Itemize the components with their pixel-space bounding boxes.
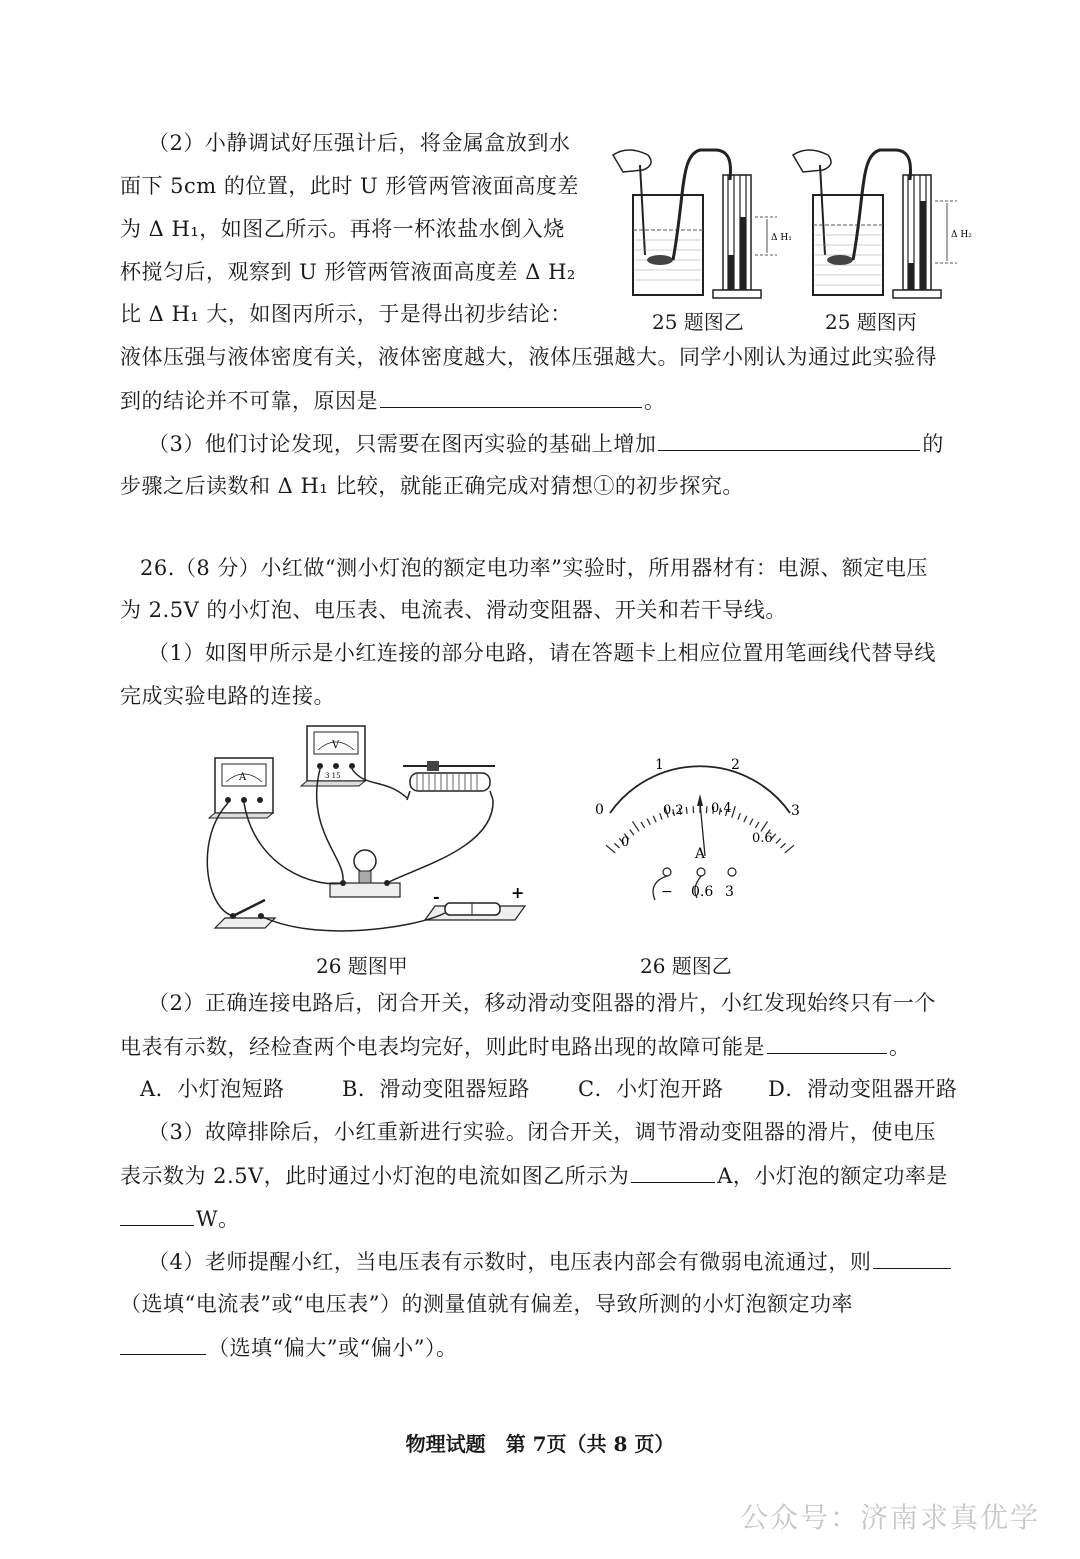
q26-p2-answer-blank[interactable] — [767, 1031, 887, 1054]
q26-p4-suffix: （选填“偏大”或“偏小”）。 — [208, 1336, 458, 1360]
q26-p4-prefix: （4）老师提醒小红，当电压表有示数时，电压表内部会有微弱电流通过，则 — [148, 1250, 872, 1274]
q25-reason-answer-blank[interactable] — [380, 385, 642, 408]
ammeter — [209, 758, 273, 818]
q26-p3-line-2 — [120, 1160, 948, 1191]
meter-tick — [647, 819, 650, 825]
q26-p2-line-1: （2）正确连接电路后，闭合开关，移动滑动变阻器的滑片，小红发现始终只有一个 — [148, 991, 936, 1015]
q25-p3-suffix: 的 — [922, 432, 944, 456]
fig-25-pressure-gauges — [605, 135, 975, 305]
meter-top-1: 1 — [655, 757, 664, 773]
q26-p3-prefix: 表示数为 2.5V，此时通过小灯泡的电流如图乙所示为 — [120, 1164, 630, 1188]
q25-p2-line-1: （2）小静调试好压强计后，将金属盒放到水 — [148, 131, 571, 155]
q26-p3-line-3 — [120, 1203, 240, 1234]
q25-p3-line-1 — [148, 428, 944, 459]
meter-unit: A — [695, 846, 706, 862]
q25-p2-line-3: 为 Δ H₁，如图乙所示。再将一杯浓盐水倒入烧 — [120, 217, 565, 241]
q26-meter-answer-blank[interactable] — [873, 1246, 951, 1269]
q26-p3-suffix: W。 — [196, 1207, 240, 1231]
ammeter-label: A — [239, 772, 247, 783]
q26-power-answer-blank[interactable] — [120, 1203, 194, 1226]
q25-p2-line-2: 面下 5cm 的位置，此时 U 形管两管液面高度差 — [120, 174, 579, 198]
q26-intro-line-1: 26.（8 分）小红做“测小灯泡的额定电功率”实验时，所用器材有：电源、额定电压 — [140, 556, 928, 580]
bulb — [330, 850, 400, 897]
fig-26-yi-meter — [585, 748, 815, 918]
q26-bias-answer-blank[interactable] — [120, 1332, 206, 1355]
fig-26-yi-caption: 26 题图乙 — [640, 954, 732, 978]
meter-tick — [750, 819, 753, 825]
meter-tick — [693, 806, 694, 813]
meter-tick — [686, 807, 687, 814]
q26-p1-line-2: 完成实验电路的连接。 — [120, 684, 335, 708]
meter-tick — [732, 806, 736, 818]
page-footer: 物理试题 第 7页（共 8 页） — [405, 1432, 675, 1456]
meter-tick — [755, 822, 759, 828]
q26-option-a: A．小灯泡短路 — [140, 1077, 285, 1101]
q25-reason-suffix: 。 — [644, 389, 666, 413]
q26-option-d: D．滑动变阻器开路 — [768, 1077, 958, 1101]
meter-terminal-3: 3 — [725, 884, 734, 900]
meter-tick — [738, 813, 740, 820]
q26-p4-line-3 — [120, 1332, 457, 1363]
q26-p4-line-2: （选填“电流表”或“电压表”）的测量值就有偏差，导致所测的小灯泡额定功率 — [120, 1292, 853, 1316]
meter-left-zero-bottom: 0 — [621, 835, 630, 850]
meter-tick — [633, 821, 640, 831]
q26-p1-line-1: （1）如图甲所示是小红连接的部分电路，请在答题卡上相应位置用笔画线代替导线 — [148, 641, 936, 665]
q25-p2-line-4: 杯搅匀后，观察到 U 形管两管液面高度差 Δ H₂ — [120, 260, 576, 284]
meter-right-3: 3 — [791, 803, 800, 819]
fig-26-jia-caption: 26 题图甲 — [316, 954, 408, 978]
switch — [215, 900, 275, 928]
q26-p2-suffix: 。 — [889, 1035, 911, 1059]
meter-tick — [761, 821, 768, 831]
watermark: 公众号：济南求真优学 — [739, 1501, 1040, 1534]
meter-tick — [606, 845, 615, 853]
meter-tick — [614, 843, 619, 848]
meter-terminal-06: 0.6 — [691, 884, 714, 900]
q26-option-b: B．滑动变阻器短路 — [342, 1077, 530, 1101]
q26-current-answer-blank[interactable] — [631, 1160, 715, 1183]
meter-tick — [660, 813, 662, 820]
voltmeter-label: V — [332, 740, 340, 751]
q26-p4-line-1 — [148, 1246, 953, 1277]
q25-p3-answer-blank[interactable] — [658, 428, 920, 451]
meter-tick — [630, 830, 634, 836]
meter-top-2: 2 — [731, 757, 740, 773]
q26-p2-prefix: 电表有示数，经检查两个电表均完好，则此时电路出现的故障可能是 — [120, 1035, 765, 1059]
meter-tick — [776, 838, 781, 843]
fig-26-jia-circuit — [195, 718, 535, 948]
q25-p2-continuation: 液体压强与液体密度有关，液体密度越大，液体压强越大。同学小刚认为通过此实验得 — [120, 345, 937, 369]
q25-p3-line-2: 步骤之后读数和 Δ H₁ 比较，就能正确完成对猜想①的初步探究。 — [120, 474, 744, 498]
fig-25-bing-caption: 25 题图丙 — [825, 310, 917, 334]
q25-p2-line-5: 比 Δ H₁ 大，如图丙所示，于是得出初步结论： — [120, 302, 572, 326]
meter-tick — [744, 816, 747, 822]
meter-tick — [706, 806, 707, 813]
q26-p3-line-1: （3）故障排除后，小红重新进行实验。闭合开关，调节滑动变阻器的滑片，使电压 — [148, 1120, 936, 1144]
q26-option-c: C．小灯泡开路 — [578, 1077, 724, 1101]
battery-plus: + — [511, 883, 525, 902]
q25-reason-prefix: 到的结论并不可靠，原因是 — [120, 389, 378, 413]
battery-minus: - — [433, 887, 440, 906]
dh1-label: Δ H₁ — [771, 233, 792, 243]
meter-tick — [641, 822, 645, 828]
q26-p3-mid: A，小灯泡的额定功率是 — [717, 1164, 948, 1188]
meter-tick — [781, 843, 786, 848]
q26-intro-line-2: 为 2.5V 的小灯泡、电压表、电流表、滑动变阻器、开关和若干导线。 — [120, 598, 787, 622]
voltmeter — [301, 726, 365, 786]
meter-right-06: 0.6 — [752, 831, 773, 846]
rheostat — [403, 761, 495, 800]
meter-tick — [653, 816, 656, 822]
meter-terminal-minus: − — [661, 884, 673, 900]
meter-bottom-04: 0.4 — [711, 801, 732, 816]
q25-p2-reason-line — [120, 385, 666, 416]
fig-25-yi-caption: 25 题图乙 — [652, 310, 744, 334]
meter-bottom-02: 0.2 — [663, 803, 684, 818]
voltmeter-terminals: 3 15 — [325, 772, 341, 780]
q26-p2-line-2 — [120, 1031, 911, 1062]
q25-p3-prefix: （3）他们讨论发现，只需要在图丙实验的基础上增加 — [148, 432, 657, 456]
meter-left-zero: 0 — [595, 802, 604, 818]
meter-tick — [785, 845, 794, 853]
dh2-label: Δ H₂ — [951, 230, 972, 240]
fig-25-yi-drawing — [613, 150, 792, 298]
fig-25-bing-drawing — [793, 150, 972, 298]
